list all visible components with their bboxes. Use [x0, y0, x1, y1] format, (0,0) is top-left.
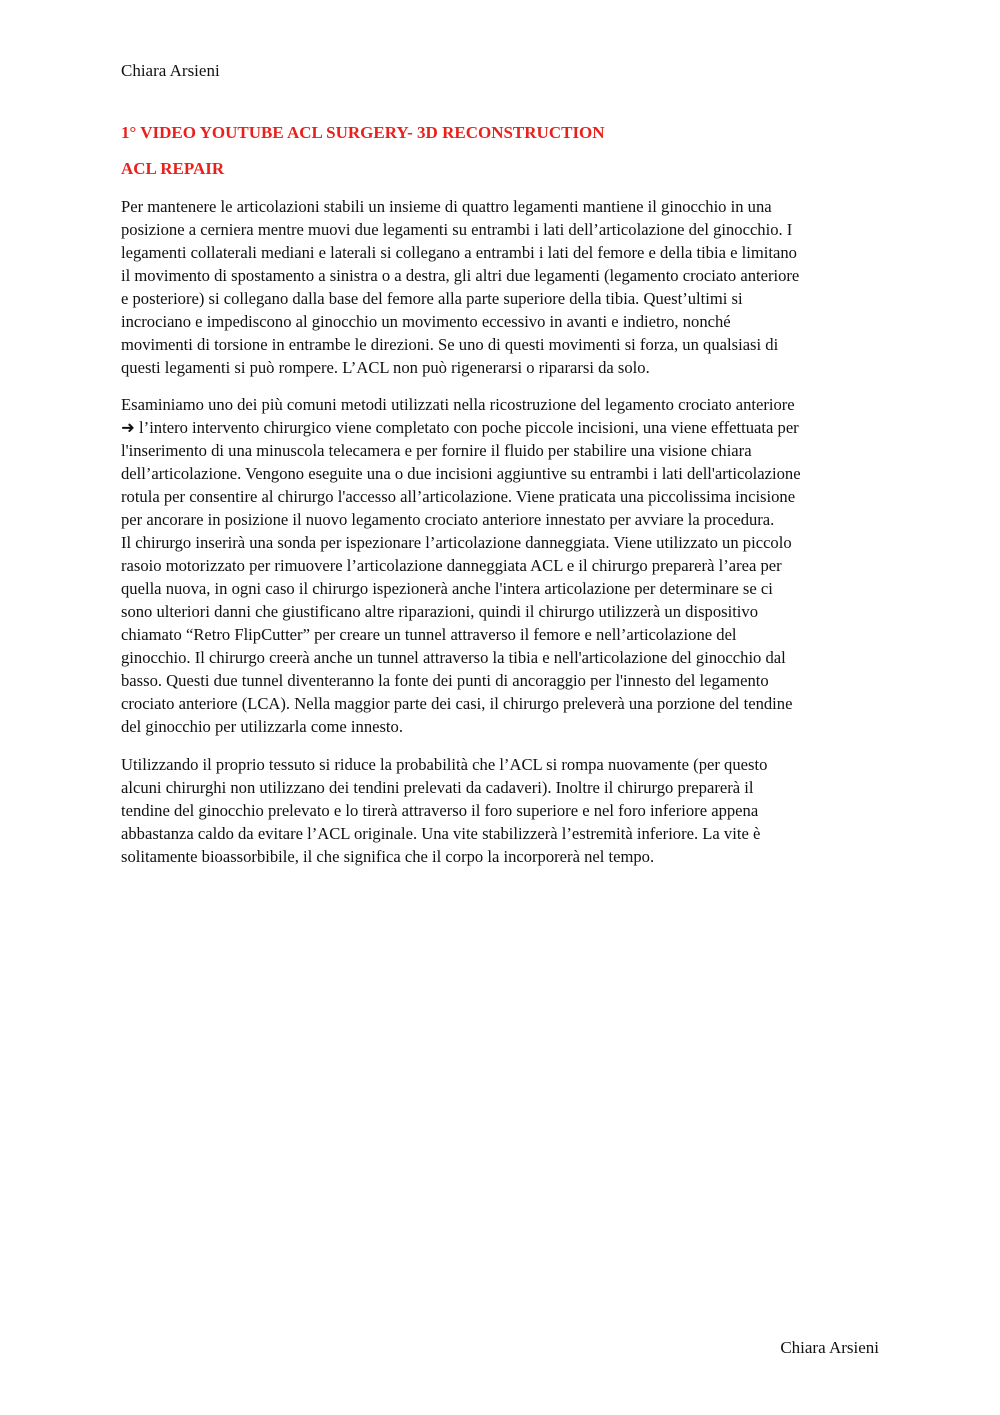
- paragraph-1: [121, 195, 891, 379]
- paragraph-line: ginocchio. Il chirurgo creerà anche un tunnel attraverso la tibia e nell'articolazione del ginocchio dal: [121, 648, 786, 667]
- footer-author: Chiara Arsieni: [780, 1338, 879, 1357]
- paragraph-line: ➜ l’intero intervento chirurgico viene completato con poche piccole incisioni, una viene effettuata per: [121, 418, 799, 437]
- paragraph-line: e posteriore) si collegano dalla base del femore alla parte superiore della tibia. Quest’ultimi si: [121, 289, 743, 308]
- paragraph-line: rotula per consentire al chirurgo l'accesso all’articolazione. Viene praticata una piccolissima incisione: [121, 487, 796, 506]
- paragraph-3: [121, 753, 891, 868]
- document-title: 1° VIDEO YOUTUBE ACL SURGERY- 3D RECONSTRUCTION: [121, 123, 605, 142]
- paragraph-line: per ancorare in posizione il nuovo legamento crociato anteriore innestato per avviare la procedura.: [121, 510, 775, 529]
- paragraph-line: movimenti di torsione in entrambe le direzioni. Se uno di questi movimenti si forza, un qualsiasi di: [121, 335, 779, 354]
- paragraph-line: dell’articolazione. Vengono eseguite una o due incisioni aggiuntive su entrambi i lati dell'articolazione: [121, 464, 801, 483]
- paragraph-line: abbastanza caldo da evitare l’ACL originale. Una vite stabilizzerà l’estremità inferiore. La vite è: [121, 824, 761, 843]
- paragraph-line: Per mantenere le articolazioni stabili un insieme di quattro legamenti mantiene il ginocchio in una: [121, 197, 772, 216]
- paragraph-line: del ginocchio per utilizzarla come innesto.: [121, 717, 403, 736]
- header-author: Chiara Arsieni: [121, 61, 220, 80]
- paragraph-line: Il chirurgo inserirà una sonda per ispezionare l’articolazione danneggiata. Viene utilizzato un piccolo: [121, 533, 792, 552]
- paragraph-line: incrociano e impediscono al ginocchio un movimento eccessivo in avanti e indietro, nonché: [121, 312, 731, 331]
- paragraph-line: l'inserimento di una minuscola telecamera e per fornire il fluido per stabilire una visione chiara: [121, 441, 752, 460]
- paragraph-line: alcuni chirurghi non utilizzano dei tendini prelevati da cadaveri). Inoltre il chirurgo preparerà il: [121, 778, 754, 797]
- paragraph-line: rasoio motorizzato per rimuovere l’articolazione danneggiata ACL e il chirurgo preparerà l’area per: [121, 556, 782, 575]
- paragraph-line: Utilizzando il proprio tessuto si riduce la probabilità che l’ACL si rompa nuovamente (per questo: [121, 755, 768, 774]
- paragraph-2: [121, 393, 891, 738]
- paragraph-line: il movimento di spostamento a sinistra o a destra, gli altri due legamenti (legamento crociato anteriore: [121, 266, 800, 285]
- paragraph-line: quella nuova, in ogni caso il chirurgo ispezionerà anche l'intera articolazione per determinare se ci: [121, 579, 773, 598]
- paragraph-line: posizione a cerniera mentre muovi due legamenti su entrambi i lati dell’articolazione del ginocchio. I: [121, 220, 793, 239]
- paragraph-line: legamenti collaterali mediani e laterali si collegano a entrambi i lati del femore e della tibia e limitano: [121, 243, 797, 262]
- paragraph-line: solitamente bioassorbibile, il che significa che il corpo la incorporerà nel tempo.: [121, 847, 655, 866]
- paragraph-line: questi legamenti si può rompere. L’ACL non può rigenerarsi o ripararsi da solo.: [121, 358, 650, 377]
- paragraph-line: Esaminiamo uno dei più comuni metodi utilizzati nella ricostruzione del legamento crociato anteriore: [121, 395, 795, 414]
- paragraph-line: crociato anteriore (LCA). Nella maggior parte dei casi, il chirurgo preleverà una porzione del tendine: [121, 694, 793, 713]
- document-subtitle: ACL REPAIR: [121, 159, 225, 178]
- paragraph-line: basso. Questi due tunnel diventeranno la fonte dei punti di ancoraggio per l'innesto del legamento: [121, 671, 769, 690]
- paragraph-line: chiamato “Retro FlipCutter” per creare un tunnel attraverso il femore e nell’articolazione del: [121, 625, 737, 644]
- paragraph-line: sono ulteriori danni che giustificano altre riparazioni, quindi il chirurgo utilizzerà un dispositivo: [121, 602, 759, 621]
- paragraph-line: tendine del ginocchio prelevato e lo tirerà attraverso il foro superiore e nel foro inferiore appena: [121, 801, 759, 820]
